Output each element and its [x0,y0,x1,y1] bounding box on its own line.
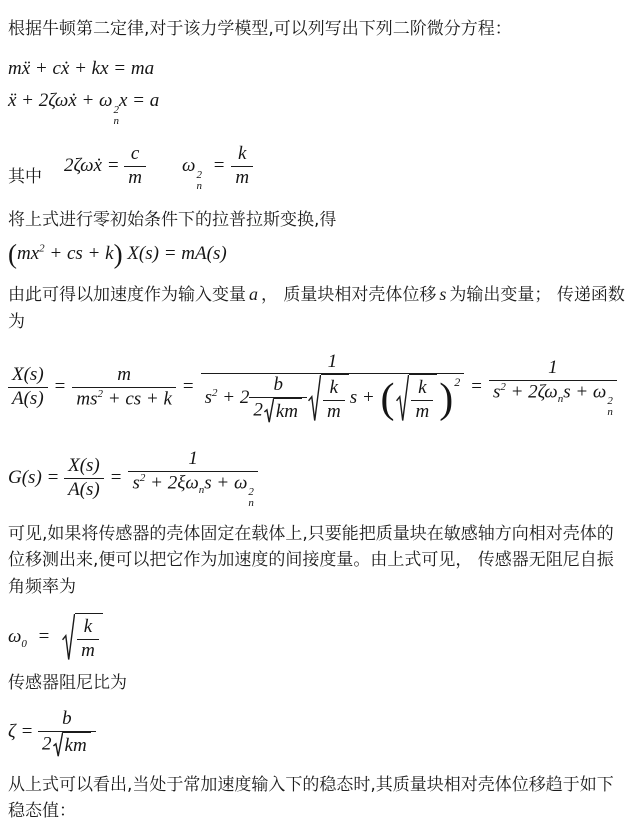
mtext: 2ζωẋ = [64,155,120,176]
sub: n [198,483,205,496]
radical-sign-icon [264,398,274,424]
equation-laplace [8,241,630,268]
denominator [249,397,307,424]
numerator: k [329,377,339,399]
mtext: x = a [118,90,160,112]
mtext: G(s) = [8,466,60,488]
sup: 2 [39,243,45,256]
sub: n [557,392,564,405]
sub: n [113,115,119,128]
denominator: m [411,400,433,424]
fraction [231,143,253,190]
sup: 2 [454,375,461,390]
radical-sign-icon [396,374,409,424]
equation-damping-term [64,143,146,189]
numerator: k [238,143,247,165]
omega-n-squared [607,396,613,418]
equals-sign: = [54,375,66,397]
mtext: + 2ζω [505,380,558,402]
sub: 0 [21,638,27,651]
numerator: 1 [548,356,558,378]
fraction-standard-form [128,448,257,509]
paragraph-transfer-intro [8,281,630,335]
fraction-b-2sqrtkm [38,708,96,758]
numerator: k [418,377,427,399]
sup: 2 [97,387,103,400]
numerator: b [273,374,283,396]
denominator: A(s) [8,387,48,411]
sqrt-km [53,732,91,758]
paragraph-damping-intro: 传感器阻尼比为 [8,672,127,693]
radical-sign-icon [308,374,321,424]
sub: n [196,180,202,192]
radical-sign-icon [62,613,75,663]
equation-g-of-s [8,448,630,509]
mtext: + 2 [217,387,250,409]
fraction-b-2sqrtkm [249,374,307,424]
sqrt-k-over-m [396,374,437,424]
mtext: 2 [253,399,263,421]
equation-normalized [8,90,630,127]
text: 为输出变量； 传递函数为 [8,285,625,333]
denominator [201,373,465,424]
mtext: X(s) = mA(s) [122,243,227,265]
equation-transfer-function [8,351,630,424]
fraction [77,616,99,663]
denominator: m [231,166,253,190]
var-a: a [249,284,258,305]
fraction [124,143,146,190]
denominator [128,471,257,509]
sup: 2 [113,104,119,117]
numerator: k [83,616,93,638]
mtext: mx [17,243,40,265]
numerator: 1 [327,350,338,372]
numerator: c [130,143,140,165]
denominator: m [77,639,99,663]
numerator: 1 [188,447,198,469]
denominator: m [124,166,146,190]
mtext: + cs + k [103,387,172,409]
denominator: A(s) [64,478,104,502]
mtext: ω [8,626,22,648]
denominator [72,387,176,411]
numerator: m [117,363,131,385]
right-paren: ) [113,239,123,270]
paragraph-intro: 根据牛顿第二定律,对于该力学模型,可以列写出下列二阶微分方程： [8,19,512,39]
mtext: 2 [42,733,52,755]
mtext: s [204,387,213,409]
plus-sign: + [361,387,375,409]
radicand [75,613,103,663]
radicand [409,374,437,424]
fraction [323,377,345,424]
equation-newton: mẍ + cẋ + kx = ma [8,58,155,80]
mtext: s + ω [563,380,607,402]
where-label: 其中 [8,166,42,187]
mtext: s [349,387,358,409]
mtext: ω [182,155,196,176]
sup: 2 [500,380,506,393]
mtext: s + ω [204,472,248,494]
sup: 2 [139,471,146,484]
document-body [8,16,630,824]
where-section [8,143,630,192]
sqrt-km [264,398,302,424]
fraction [411,377,433,424]
radicand: km [63,732,91,758]
mtext: + cs + k [44,243,114,265]
mtext: s [492,380,501,402]
equation-natural-frequency-term [182,143,253,192]
radicand: km [274,398,302,424]
equals-sign: = [213,155,225,176]
sup: 2 [212,387,218,400]
sub: n [248,497,254,510]
mtext: s [132,472,140,494]
numerator: X(s) [68,455,100,477]
fraction-xs-as [8,364,48,411]
text: ， 质量块相对壳体位移 [261,285,437,306]
mtext: + 2ξω [145,472,199,494]
sqrt-k-over-m [308,374,349,424]
text: 由此可得以加速度作为输入变量 [8,285,246,306]
equals-sign: = [33,626,55,648]
right-paren: ) [439,376,454,423]
denominator [38,731,96,758]
sub: n [607,405,613,418]
paragraph-conclusion: 可见,如果将传感器的壳体固定在载体上,只要能把质量块在敏感轴方向相对壳体的位移测出来,便可以把它作为加速度的间接度量。由上式可见， 传感器无阻尼自振角频率为 [8,524,614,597]
denominator [489,380,617,418]
equation-zeta [8,708,630,758]
fraction-standard-form [489,357,617,418]
paragraph-laplace-intro: 将上式进行零初始条件下的拉普拉斯变换,得 [8,210,337,230]
equals-sign: = [182,375,194,397]
mtext: ζ = [8,721,39,743]
sup: 2 [196,169,202,181]
equals-sign: = [471,375,482,397]
mtext: ms [76,387,98,409]
omega-n-squared [196,170,202,192]
sqrt-k-over-m [62,613,103,663]
sup: 2 [607,394,613,407]
mtext: ẍ + 2ζωẋ + ω [8,90,113,112]
paragraph-steady-state: 从上式可以看出,当处于常加速度输入下的稳态时,其质量块相对壳体位移趋于如下稳态值： [8,774,614,821]
numerator: X(s) [12,363,44,385]
fraction-m-poly [72,364,176,411]
fraction-xs-as [64,455,104,502]
denominator: m [323,400,345,424]
radical-sign-icon [53,732,63,758]
fraction-expanded [201,351,465,424]
left-paren: ( [380,376,395,423]
radicand [321,374,349,424]
var-s: s [439,284,447,305]
omega-n-squared [248,487,254,509]
equation-omega0 [8,613,630,663]
sup: 2 [248,486,254,499]
left-paren: ( [8,239,17,270]
numerator: b [62,708,72,730]
equals-sign: = [110,466,122,488]
